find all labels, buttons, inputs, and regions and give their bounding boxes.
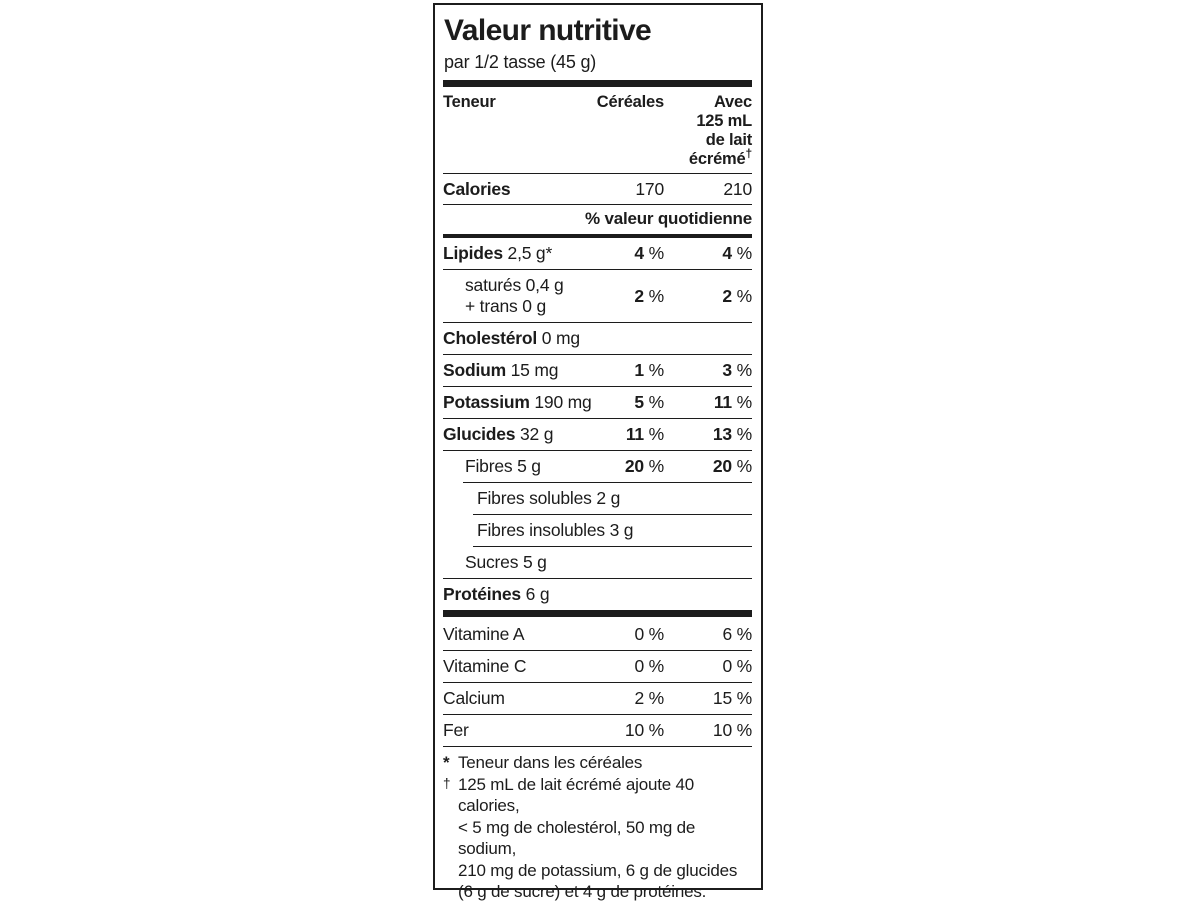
nutrient-amount: 5 g xyxy=(522,552,547,572)
column-header-cereales: Céréales xyxy=(596,93,664,111)
nutrient-amount: 0 mg xyxy=(541,328,580,348)
milk-percent: 15 % xyxy=(712,688,752,708)
cereal-percent: 0 % xyxy=(634,656,664,676)
calories-label: Calories xyxy=(443,179,511,199)
nutrient-name: Sodium xyxy=(443,360,506,380)
calories-cereal-value: 170 xyxy=(635,179,664,199)
nutrient-row-fibres xyxy=(443,451,752,482)
nutrient-amount: 3 g xyxy=(609,520,634,540)
micronutrient-row-vitamine-c xyxy=(443,651,752,682)
nutrient-name: Fibres solubles xyxy=(477,488,592,508)
milk-percent: 6 % xyxy=(722,624,752,644)
nutrient-row-fibres-insolubles xyxy=(443,515,752,546)
nutrient-name: Lipides xyxy=(443,243,503,263)
milk-percent: 4 % xyxy=(722,243,752,263)
cereal-percent: 2 % xyxy=(634,285,664,306)
nutrient-row-fibres-solubles xyxy=(443,483,752,514)
nutrient-row-sucres xyxy=(443,547,752,578)
micronutrient-row-vitamine-a xyxy=(443,619,752,650)
nutrient-row-cholesterol xyxy=(443,323,752,354)
micronutrient-name: Calcium xyxy=(443,688,505,708)
footnote-star xyxy=(443,752,752,774)
nutrient-amount: 5 g xyxy=(517,456,541,476)
cereal-percent: 5 % xyxy=(634,392,664,412)
milk-percent: 2 % xyxy=(722,285,752,306)
nutrient-row-lipides xyxy=(443,238,752,269)
micronutrient-name: Fer xyxy=(443,720,469,740)
nutrient-name: Potassium xyxy=(443,392,530,412)
micronutrient-row-calcium xyxy=(443,683,752,714)
footnote-star-text: Teneur dans les céréales xyxy=(458,753,643,772)
footnote-dagger xyxy=(443,774,752,903)
milk-percent: 0 % xyxy=(722,656,752,676)
column-header-milk: Avec 125 mL de lait écrémé† xyxy=(688,93,752,168)
cereal-percent: 0 % xyxy=(634,624,664,644)
cereal-percent: 11 % xyxy=(625,424,664,444)
column-header-teneur: Teneur xyxy=(443,93,496,111)
daily-value-heading: % valeur quotidienne xyxy=(585,209,752,228)
asterisk-symbol: * xyxy=(443,753,450,772)
nutrient-amount: 6 g xyxy=(525,584,550,604)
footnotes xyxy=(443,747,752,903)
footnote-dagger-text: 125 mL de lait écrémé ajoute 40 calories, < 5 mg de cholestérol, 50 mg de sodium, 210 mg de potassium, 6 g de glucides (6 g de sucre) et 4 g de protéines. xyxy=(458,774,738,901)
nutrient-amount: 15 mg xyxy=(510,360,559,380)
milk-percent: 3 % xyxy=(722,360,752,380)
cereal-percent: 10 % xyxy=(624,720,664,740)
nutrient-name-line2: + trans 0 g xyxy=(465,296,546,316)
nutrient-amount: 32 g xyxy=(520,424,554,444)
nutrient-amount: 2,5 g* xyxy=(507,243,553,263)
serving-size: par 1/2 tasse (45 g) xyxy=(444,52,597,72)
cereal-percent: 4 % xyxy=(634,243,664,263)
nutrient-row-proteines xyxy=(443,579,752,610)
calories-row xyxy=(443,174,752,204)
milk-percent: 10 % xyxy=(712,720,752,740)
micronutrient-name: Vitamine C xyxy=(443,656,527,676)
nutrient-amount: 190 mg xyxy=(534,392,592,412)
nutrient-name: Sucres xyxy=(465,552,519,572)
dagger-superscript: † xyxy=(745,146,752,161)
nutrient-row-sodium xyxy=(443,355,752,386)
nutrient-name-line1: saturés 0,4 g xyxy=(465,275,564,295)
thick-divider-proteins xyxy=(443,610,752,617)
milk-percent: 20 % xyxy=(712,456,752,476)
cereal-percent: 2 % xyxy=(634,688,664,708)
thick-divider-top xyxy=(443,80,752,87)
nutrient-row-potassium xyxy=(443,387,752,418)
dagger-symbol: † xyxy=(443,775,451,791)
nutrient-row-satures-trans xyxy=(443,270,752,322)
nutrient-amount: 2 g xyxy=(596,488,621,508)
column-header-row xyxy=(443,87,752,173)
calories-milk-value: 210 xyxy=(723,179,752,199)
milk-percent: 11 % xyxy=(713,392,752,412)
panel-title: Valeur nutritive xyxy=(444,14,652,47)
cereal-percent: 1 % xyxy=(634,360,664,380)
nutrient-row-glucides xyxy=(443,419,752,450)
micronutrient-name: Vitamine A xyxy=(443,624,525,644)
nutrient-name: Protéines xyxy=(443,584,521,604)
micronutrient-row-fer xyxy=(443,715,752,746)
nutrition-facts-panel xyxy=(433,3,763,901)
nutrient-name: Glucides xyxy=(443,424,516,444)
milk-percent: 13 % xyxy=(712,424,752,444)
nutrient-name: Cholestérol xyxy=(443,328,538,348)
nutrient-name: Fibres insolubles xyxy=(477,520,605,540)
nutrient-name: Fibres xyxy=(465,456,513,476)
cereal-percent: 20 % xyxy=(624,456,664,476)
